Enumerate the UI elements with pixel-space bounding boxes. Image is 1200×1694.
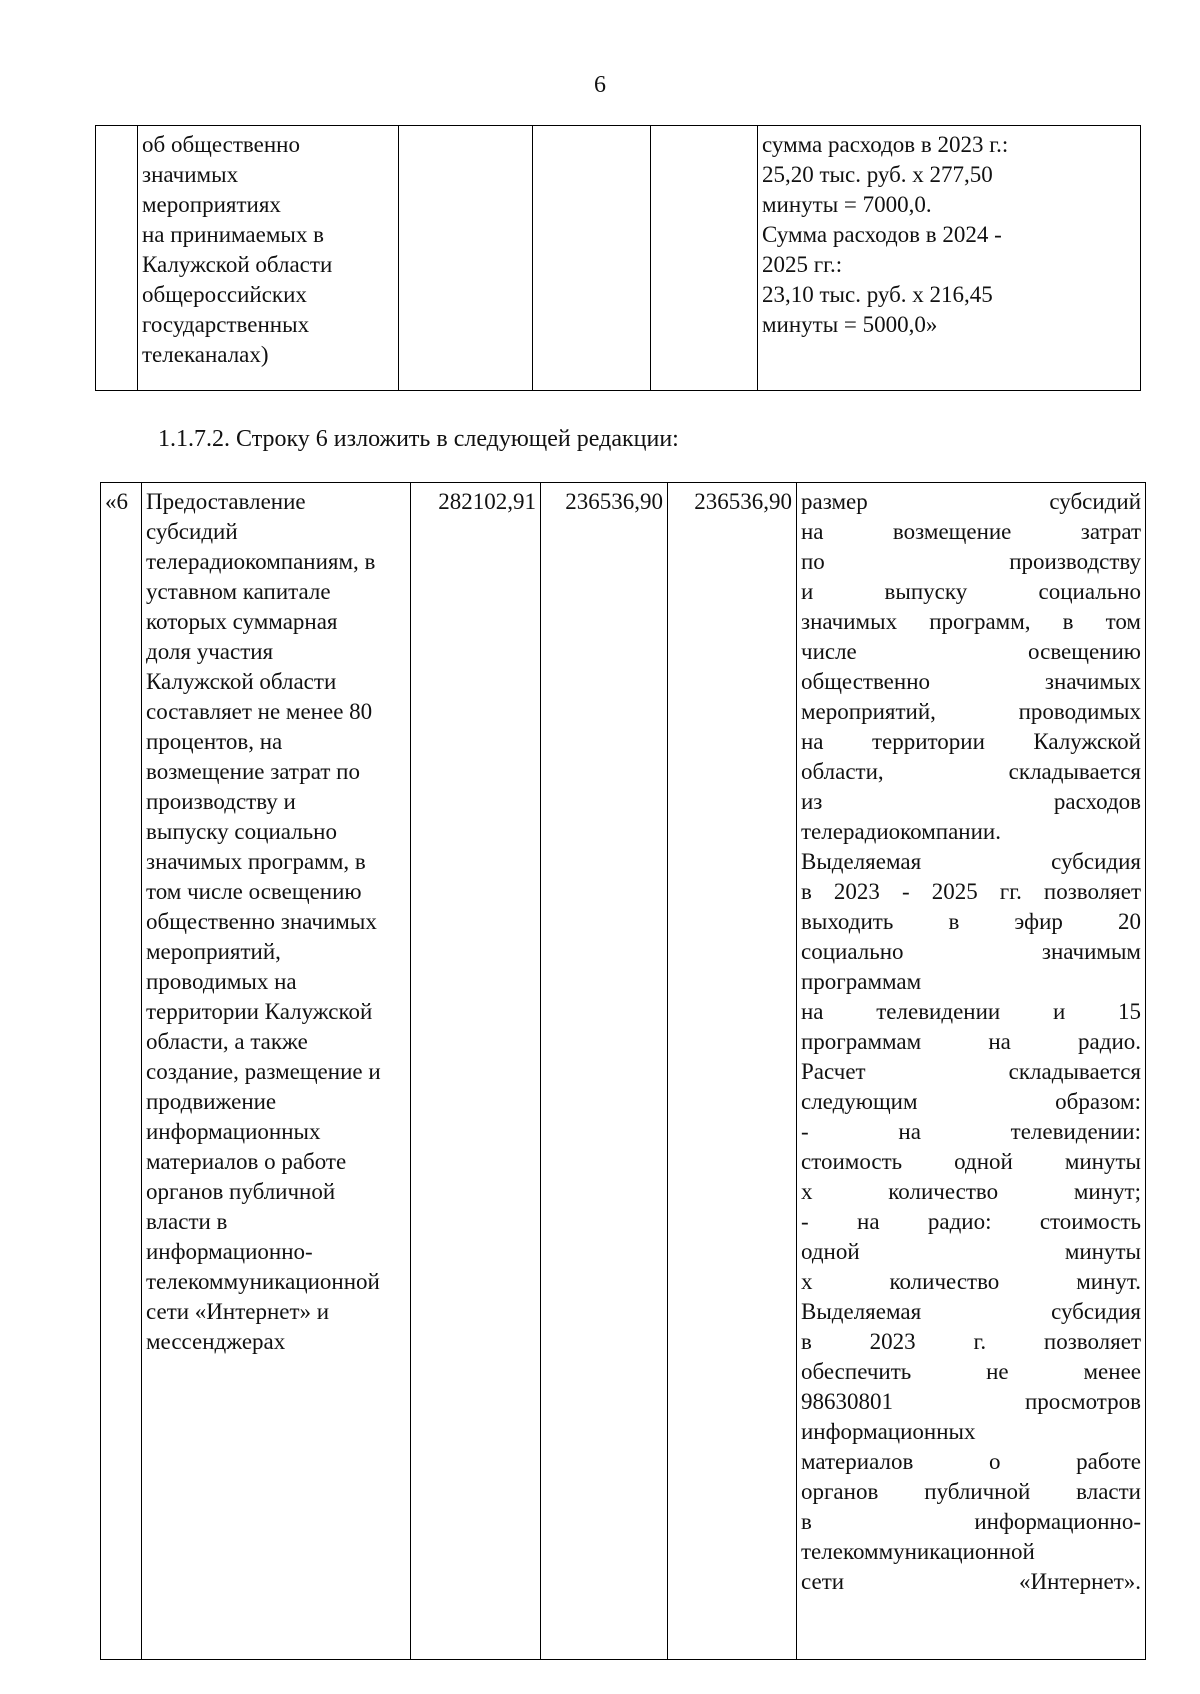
text-line: минуты = 5000,0» bbox=[762, 312, 938, 337]
text-line: составляет не менее 80 bbox=[146, 699, 373, 724]
text-line: социально значимым bbox=[801, 939, 1141, 964]
text-line: мероприятий, bbox=[146, 939, 281, 964]
text-line: в 2023 - 2025 гг. позволяет bbox=[801, 879, 1141, 904]
text-line: области, складывается bbox=[801, 759, 1141, 784]
text-line: - на телевидении: bbox=[801, 1119, 1141, 1144]
text-line: информационных bbox=[801, 1419, 976, 1444]
measure-name-text bbox=[146, 487, 406, 1357]
text-line: в 2023 г. позволяет bbox=[801, 1329, 1141, 1354]
text-line: х количество минут; bbox=[801, 1179, 1141, 1204]
text-line: уставном капитале bbox=[146, 579, 331, 604]
text-line: телекоммуникационной bbox=[801, 1539, 1035, 1564]
text-line: том числе освещению bbox=[146, 879, 362, 904]
text-line: программам на радио. bbox=[801, 1029, 1141, 1054]
text-line: создание, размещение и bbox=[146, 1059, 381, 1084]
text-line: Калужской области bbox=[142, 252, 333, 277]
amount-2023-cell bbox=[399, 126, 533, 391]
text-line: выходить в эфир 20 bbox=[801, 909, 1141, 934]
text-line: информационных bbox=[146, 1119, 321, 1144]
budget-table-row-6 bbox=[100, 482, 1146, 1660]
amount-2025-cell bbox=[651, 126, 758, 391]
text-line: в информационно- bbox=[801, 1509, 1141, 1534]
text-line: числе освещению bbox=[801, 639, 1141, 664]
text-line: территории Калужской bbox=[146, 999, 373, 1024]
row-number-cell bbox=[96, 126, 138, 391]
amount-2024-cell bbox=[541, 483, 668, 1660]
text-line: Расчет складывается bbox=[801, 1059, 1141, 1084]
text-line: Калужской области bbox=[146, 669, 337, 694]
text-line: Сумма расходов в 2024 - bbox=[762, 222, 1002, 247]
text-line: Выделяемая субсидия bbox=[801, 1299, 1141, 1324]
text-line: 98630801 просмотров bbox=[801, 1389, 1141, 1414]
text-line: х количество минут. bbox=[801, 1269, 1141, 1294]
text-line: государственных bbox=[142, 312, 310, 337]
justification-text bbox=[762, 130, 1136, 340]
text-line: мессенджерах bbox=[146, 1329, 286, 1354]
measure-name-cell bbox=[138, 126, 399, 391]
text-line: сети «Интернет» и bbox=[146, 1299, 330, 1324]
text-line: общественно значимых bbox=[801, 669, 1141, 694]
measure-name-cell bbox=[142, 483, 411, 1660]
amount-2024-cell bbox=[533, 126, 651, 391]
text-line: процентов, на bbox=[146, 729, 283, 754]
text-line: на территории Калужской bbox=[801, 729, 1141, 754]
text-line: телерадиокомпании. bbox=[801, 819, 1001, 844]
budget-table-continuation bbox=[95, 125, 1141, 391]
text-line: выпуску социально bbox=[146, 819, 337, 844]
text-line: из расходов bbox=[801, 789, 1141, 814]
text-line: мероприятий, проводимых bbox=[801, 699, 1141, 724]
text-line: размер субсидий bbox=[801, 489, 1141, 514]
text-line: на принимаемых в bbox=[142, 222, 324, 247]
justification-cell bbox=[797, 483, 1146, 1660]
text-line: значимых bbox=[142, 162, 239, 187]
text-line: и выпуску социально bbox=[801, 579, 1141, 604]
text-line: - на радио: стоимость bbox=[801, 1209, 1141, 1234]
text-line: сумма расходов в 2023 г.: bbox=[762, 132, 1009, 157]
text-line: об общественно bbox=[142, 132, 300, 157]
text-line: по производству bbox=[801, 549, 1141, 574]
text-line: общественно значимых bbox=[146, 909, 377, 934]
text-line: на телевидении и 15 bbox=[801, 999, 1141, 1024]
text-line: продвижение bbox=[146, 1089, 277, 1114]
text-line: сети «Интернет». bbox=[801, 1569, 1141, 1594]
text-line: значимых программ, в том bbox=[801, 609, 1141, 634]
text-line: возмещение затрат по bbox=[146, 759, 360, 784]
text-line: минуты = 7000,0. bbox=[762, 192, 932, 217]
text-line: органов публичной власти bbox=[801, 1479, 1141, 1504]
justification-cell bbox=[758, 126, 1141, 391]
text-line: Предоставление bbox=[146, 489, 306, 514]
row-number: «6 bbox=[105, 489, 128, 514]
text-line: одной минуты bbox=[801, 1239, 1141, 1264]
amount-2024: 236536,90 bbox=[565, 489, 663, 514]
amount-2023-cell bbox=[411, 483, 541, 1660]
text-line: общероссийских bbox=[142, 282, 307, 307]
text-line: мероприятиях bbox=[142, 192, 281, 217]
text-line: программам bbox=[801, 969, 922, 994]
amount-2023: 282102,91 bbox=[438, 489, 536, 514]
text-line: стоимость одной минуты bbox=[801, 1149, 1141, 1174]
text-line: органов публичной bbox=[146, 1179, 336, 1204]
text-line: телекоммуникационной bbox=[146, 1269, 380, 1294]
text-line: власти в bbox=[146, 1209, 228, 1234]
text-line: 23,10 тыс. руб. х 216,45 bbox=[762, 282, 993, 307]
text-line: значимых программ, в bbox=[146, 849, 366, 874]
text-line: проводимых на bbox=[146, 969, 297, 994]
text-line: следующим образом: bbox=[801, 1089, 1141, 1114]
text-line: телерадиокомпаниям, в bbox=[146, 549, 376, 574]
measure-name-text bbox=[142, 130, 394, 370]
text-line: телеканалах) bbox=[142, 342, 269, 367]
text-line: которых суммарная bbox=[146, 609, 338, 634]
text-line: 2025 гг.: bbox=[762, 252, 843, 277]
text-line: информационно- bbox=[146, 1239, 313, 1264]
amount-2025-cell bbox=[668, 483, 797, 1660]
text-line: материалов о работе bbox=[146, 1149, 347, 1174]
text-line: доля участия bbox=[146, 639, 274, 664]
amendment-paragraph: 1.1.7.2. Строку 6 изложить в следующей редакции: bbox=[158, 426, 679, 452]
text-line: Выделяемая субсидия bbox=[801, 849, 1141, 874]
amount-2025: 236536,90 bbox=[694, 489, 792, 514]
justification-text bbox=[801, 487, 1141, 1597]
text-line: производству и bbox=[146, 789, 296, 814]
text-line: 25,20 тыс. руб. х 277,50 bbox=[762, 162, 993, 187]
text-line: области, а также bbox=[146, 1029, 308, 1054]
row-number-cell bbox=[101, 483, 142, 1660]
text-line: материалов о работе bbox=[801, 1449, 1141, 1474]
text-line: обеспечить не менее bbox=[801, 1359, 1141, 1384]
text-line: субсидий bbox=[146, 519, 238, 544]
page-number: 6 bbox=[594, 72, 606, 98]
text-line: на возмещение затрат bbox=[801, 519, 1141, 544]
